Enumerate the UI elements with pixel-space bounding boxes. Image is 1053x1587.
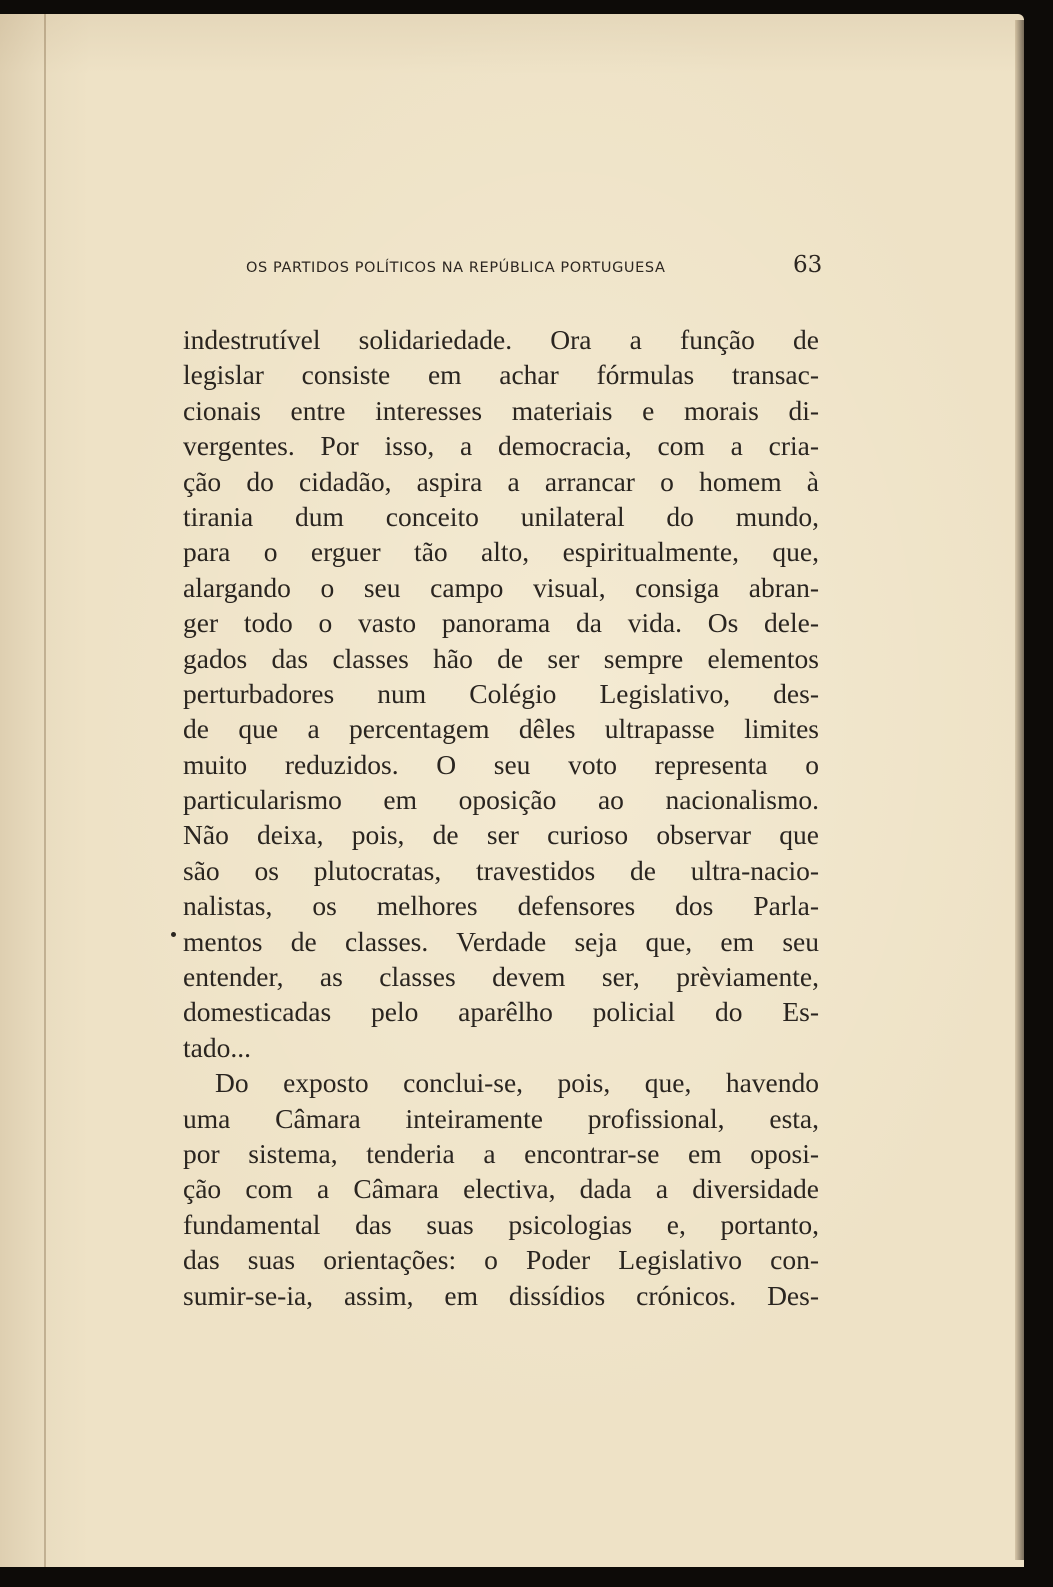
text-line: ção do cidadão, aspira a arrancar o homem à [183,465,819,497]
text-line: entender, as classes devem ser, prèviamente, [183,961,819,993]
text-line: nalistas, os melhores defensores dos Parla- [183,890,819,922]
text-line: tado... [183,1031,251,1063]
text-line: fundamental das suas psicologias e, portanto, [183,1208,819,1240]
text-line: perturbadores num Colégio Legislativo, des- [183,677,819,709]
text-line: ger todo o vasto panorama da vida. Os dele- [183,607,819,639]
margin-mark [171,932,176,937]
text-line: cionais entre interesses materiais e morais di- [183,394,819,426]
body-text [183,322,819,1313]
text-line: vergentes. Por isso, a democracia, com a cria- [183,430,819,462]
paragraph-first-line: Do exposto conclui-se, pois, que, havendo [215,1067,819,1099]
text-line: muito reduzidos. O seu voto representa o [183,748,819,780]
text-line: de que a percentagem dêles ultrapasse limites [183,713,819,745]
text-line: domesticadas pelo aparêlho policial do Es- [183,996,819,1028]
text-line: para o erguer tão alto, espiritualmente, que, [183,536,819,568]
running-title: OS PARTIDOS POLÍTICOS NA REPÚBLICA PORTUGUESA [246,260,666,276]
text-line: mentos de classes. Verdade seja que, em seu [183,925,819,957]
text-line: das suas orientações: o Poder Legislativo con- [183,1244,819,1276]
text-line: gados das classes hão de ser sempre elementos [183,642,819,674]
page-number: 63 [793,252,823,278]
page-right-edge [1015,20,1024,1560]
text-line: sumir-se-ia, assim, em dissídios crónicos. Des- [183,1279,819,1311]
running-header [246,252,826,286]
text-line: são os plutocratas, travestidos de ultra-nacio- [183,854,819,886]
binding-gutter [44,14,46,1567]
text-line: indestrutível solidariedade. Ora a função de [183,324,819,355]
text-line: uma Câmara inteiramente profissional, esta, [183,1102,819,1134]
text-line: Não deixa, pois, de ser curioso observar que [183,819,819,851]
text-line: tirania dum conceito unilateral do mundo, [183,500,819,532]
text-line: ção com a Câmara electiva, dada a diversidade [183,1173,819,1205]
text-line: alargando o seu campo visual, consiga abran- [183,571,819,603]
text-line: particularismo em oposição ao nacionalismo. [183,784,819,816]
text-line: legislar consiste em achar fórmulas transac- [183,359,819,391]
text-line: por sistema, tenderia a encontrar-se em oposi- [183,1137,819,1169]
